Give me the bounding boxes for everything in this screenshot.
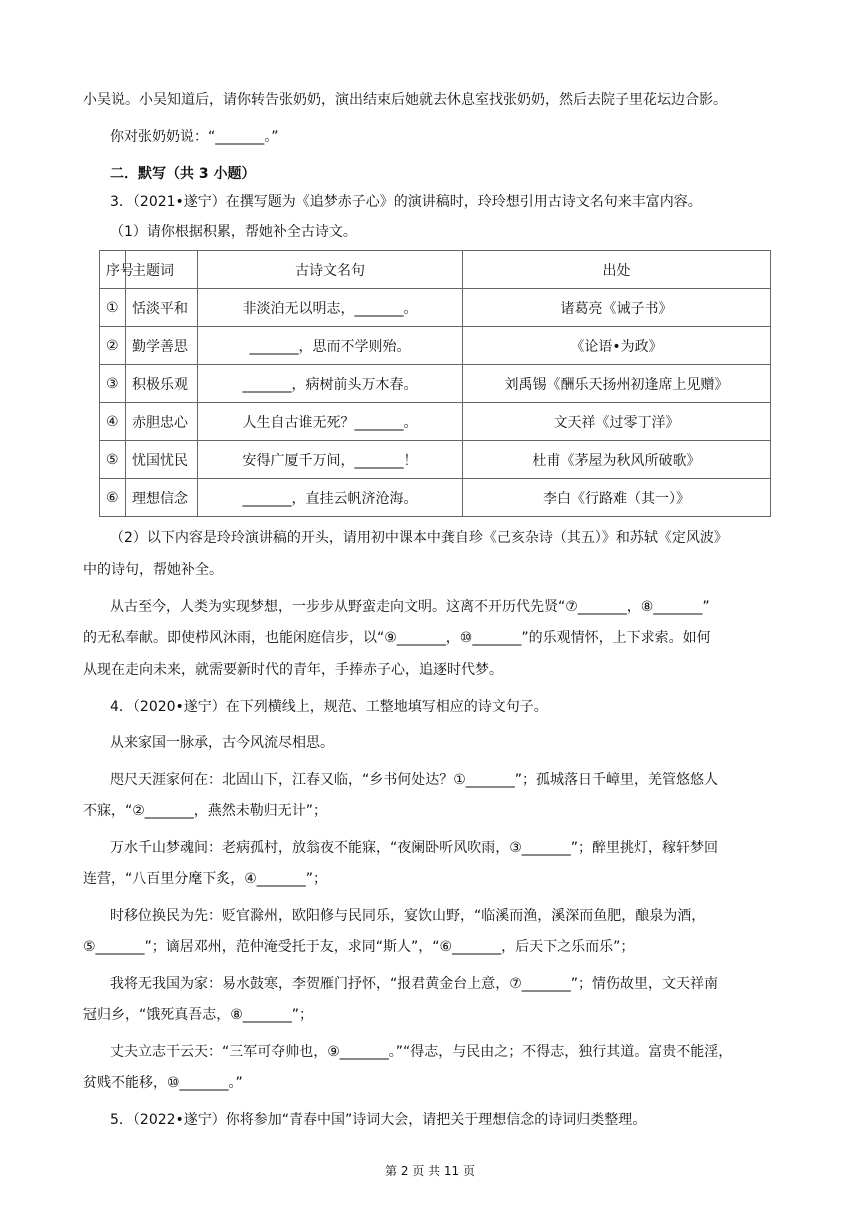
table-row bbox=[100, 365, 771, 403]
source-cell: 李白《行路难（其一）》 bbox=[463, 479, 771, 517]
question-3-stem: 3．（2021•遂宁）在撰写题为《追梦赤子心》的演讲稿时，玲玲想引用古诗文名句来丰富内容。 bbox=[110, 194, 702, 210]
question-3-sub2: 中的诗句，帮她补全。 bbox=[83, 562, 223, 578]
row-number: ⑤ bbox=[100, 441, 126, 479]
q4-line: ⑤_______”；谪居邓州，范仲淹受托于友，求同“斯人”，“⑥_______，后天下之乐而乐”； bbox=[83, 939, 635, 955]
source-cell: 《论语•为政》 bbox=[463, 327, 771, 365]
table-row bbox=[100, 327, 771, 365]
q4-line: 从来家国一脉承，古今风流尽相思。 bbox=[110, 735, 334, 751]
speech-line: 的无私奉献。即使栉风沐雨，也能闲庭信步，以“⑨_______，⑩_______”的乐观情怀，上下求索。如何 bbox=[83, 630, 711, 646]
verse-cell[interactable]: _______，直挂云帆济沧海。 bbox=[198, 479, 463, 517]
table-row bbox=[100, 441, 771, 479]
verse-cell[interactable]: 人生自古谁无死？_______。 bbox=[198, 403, 463, 441]
paragraph-line: 小吴说。小吴知道后，请你转告张奶奶，演出结束后她就去休息室找张奶奶，然后去院子里花坛边合影。 bbox=[83, 92, 727, 108]
header-cell: 出处 bbox=[463, 251, 771, 289]
theme-cell: 忧国忧民 bbox=[126, 441, 198, 479]
verse-cell[interactable]: 非淡泊无以明志，_______。 bbox=[198, 289, 463, 327]
theme-cell: 恬淡平和 bbox=[126, 289, 198, 327]
q4-line: 贫贱不能移，⑩_______。” bbox=[83, 1075, 243, 1091]
source-cell: 杜甫《茅屋为秋风所破歌》 bbox=[463, 441, 771, 479]
q4-line: 冠归乡，“饿死真吾志，⑧_______”； bbox=[83, 1007, 314, 1023]
header-cell: 古诗文名句 bbox=[198, 251, 463, 289]
table-row bbox=[100, 479, 771, 517]
theme-cell: 积极乐观 bbox=[126, 365, 198, 403]
row-number: ④ bbox=[100, 403, 126, 441]
q4-line: 我将无我国为家：易水鼓寒，李贺雁门抒怀，“报君黄金台上意，⑦_______”；情伤故里，文天祥南 bbox=[110, 976, 719, 992]
theme-cell: 勤学善思 bbox=[126, 327, 198, 365]
table-row bbox=[100, 289, 771, 327]
source-cell: 文天祥《过零丁洋》 bbox=[463, 403, 771, 441]
theme-cell: 理想信念 bbox=[126, 479, 198, 517]
question-3-sub1: （1）请你根据积累，帮她补全古诗文。 bbox=[110, 224, 357, 240]
header-cell: 主题词 bbox=[126, 251, 198, 289]
row-number: ① bbox=[100, 289, 126, 327]
q4-line: 万水千山梦魂间：老病孤村，放翁夜不能寐，“夜阑卧听风吹雨，③_______”；醉里挑灯，稼轩梦回 bbox=[110, 840, 719, 856]
verse-cell[interactable]: _______，病树前头万木春。 bbox=[198, 365, 463, 403]
question-3-sub2: （2）以下内容是玲玲演讲稿的开头，请用初中课本中龚自珍《己亥杂诗（其五）》和苏轼《定风波》 bbox=[110, 530, 728, 546]
page-footer: 第 2 页 共 11 页 bbox=[385, 1164, 475, 1178]
table-row bbox=[100, 403, 771, 441]
source-cell: 诸葛亮《诫子书》 bbox=[463, 289, 771, 327]
q4-line: 不寐，“②_______，燕然未勒归无计”； bbox=[83, 803, 328, 819]
q4-line: 连营，“八百里分麾下炙，④_______”； bbox=[83, 871, 328, 887]
speech-line: 从现在走向未来，就需要新时代的青年，手捧赤子心，追逐时代梦。 bbox=[83, 662, 503, 678]
question-4-stem: 4．（2020•遂宁）在下列横线上，规范、工整地填写相应的诗文句子。 bbox=[110, 699, 548, 715]
source-cell: 刘禹锡《酬乐天扬州初逢席上见赠》 bbox=[463, 365, 771, 403]
question-5-stem: 5．（2022•遂宁）你将参加“青春中国”诗词大会，请把关于理想信念的诗词归类整理。 bbox=[110, 1112, 647, 1128]
row-number: ② bbox=[100, 327, 126, 365]
theme-cell: 赤胆忠心 bbox=[126, 403, 198, 441]
q4-line: 咫尺天涯家何在：北固山下，江春又临，“乡书何处达？①_______”；孤城落日千嶂里，羌管悠悠人 bbox=[110, 772, 719, 788]
speech-line: 从古至今，人类为实现梦想，一步步从野蛮走向文明。这离不开历代先贤“⑦_______，⑧_______” bbox=[110, 599, 710, 615]
header-cell: 序号 bbox=[100, 251, 126, 289]
table-header-row bbox=[100, 251, 771, 289]
verse-cell[interactable]: _______，思而不学则殆。 bbox=[198, 327, 463, 365]
section-title: 二．默写（共 3 小题） bbox=[110, 166, 256, 182]
q4-line: 时移位换民为先：贬官滁州，欧阳修与民同乐，宴饮山野，“临溪而渔，溪深而鱼肥，酿泉为酒， bbox=[110, 908, 706, 924]
row-number: ③ bbox=[100, 365, 126, 403]
row-number: ⑥ bbox=[100, 479, 126, 517]
q4-line: 丈夫立志干云天：“三军可夺帅也，⑨_______。”“得志，与民由之；不得志，独行其道。富贵不能淫， bbox=[110, 1044, 733, 1060]
poem-table bbox=[99, 250, 771, 517]
verse-cell[interactable]: 安得广厦千万间，_______！ bbox=[198, 441, 463, 479]
paragraph-line: 你对张奶奶说：“_______。” bbox=[110, 129, 279, 145]
